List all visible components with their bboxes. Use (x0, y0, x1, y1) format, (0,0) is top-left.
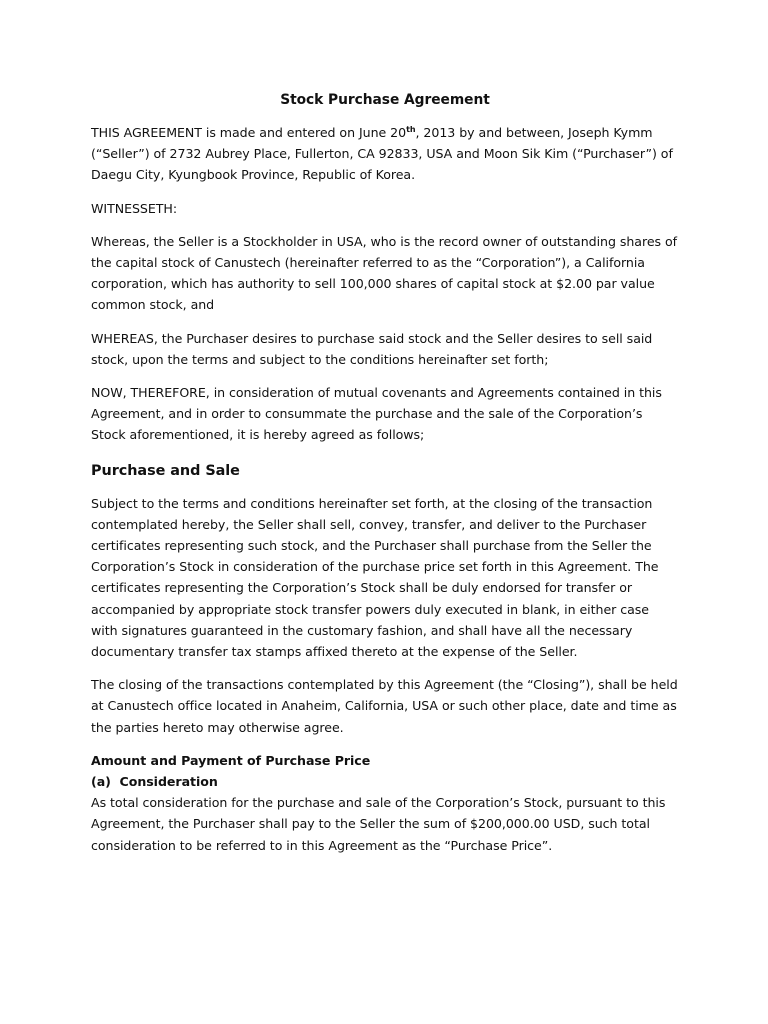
intro-text-start: THIS AGREEMENT is made and entered on June 20 (91, 125, 407, 140)
intro-paragraph (91, 122, 679, 186)
section-heading-amount: Amount and Payment of Purchase Price (91, 752, 371, 768)
subsection-heading-consideration: (a) Consideration (91, 774, 218, 790)
whereas-paragraph-1: Whereas, the Seller is a Stockholder in USA, who is the record owner of outstanding shares of the capital stock of Canustech (hereinafter referred to as the “Corporation”), a California corporation, which has authority to sell 100,000 shares of capital stock at $2.00 par value common stock, and (91, 233, 678, 313)
purchase-sale-paragraph-2: The closing of the transactions contemplated by this Agreement (the “Closing”), shall be held at Canustech office located in Anaheim, California, USA or such other place, date and time as the parties hereto may otherwise agree. (91, 677, 678, 735)
consideration-paragraph: As total consideration for the purchase and sale of the Corporation’s Stock, pursuant to this Agreement, the Purchaser shall pay to the Seller the sum of $200,000.00 USD, such total consideration to be referred to in this Agreement as the “Purchase Price”. (91, 795, 666, 853)
intro-superscript: th (406, 124, 416, 134)
section-heading-purchase-sale: Purchase and Sale (91, 462, 240, 479)
witnesseth-line: WITNESSETH: (91, 200, 178, 216)
purchase-sale-paragraph-1: Subject to the terms and conditions hereinafter set forth, at the closing of the transaction contemplated hereby, the Seller shall sell, convey, transfer, and deliver to the Purchaser certificates representing such stock, and the Purchaser shall purchase from the Seller the Corporation’s Stock in consideration of the purchase price set forth in this Agreement. The certificates representing the Corporation’s Stock shall be duly endorsed for transfer or accompanied by appropriate stock transfer powers duly executed in blank, in either case with signatures guaranteed in the customary fashion, and shall have all the necessary documentary transfer tax stamps affixed thereto at the expense of the Seller. (91, 495, 659, 660)
whereas-paragraph-2: WHEREAS, the Purchaser desires to purchase said stock and the Seller desires to sell said stock, upon the terms and subject to the conditions hereinafter set forth; (91, 330, 653, 367)
now-therefore-paragraph: NOW, THEREFORE, in consideration of mutual covenants and Agreements contained in this Agreement, and in order to consummate the purchase and the sale of the Corporation’s Stock aforementioned, it is hereby agreed as follows; (91, 385, 662, 443)
intro-text-end: , 2013 by and between, Joseph Kymm (“Seller”) of 2732 Aubrey Place, Fullerton, CA 92833, USA and Moon Sik Kim (“Purchaser”) of Daegu City, Kyungbook Province, Republic of Korea. (91, 125, 673, 183)
document-body (91, 88, 679, 856)
document-title: Stock Purchase Agreement (280, 92, 490, 108)
